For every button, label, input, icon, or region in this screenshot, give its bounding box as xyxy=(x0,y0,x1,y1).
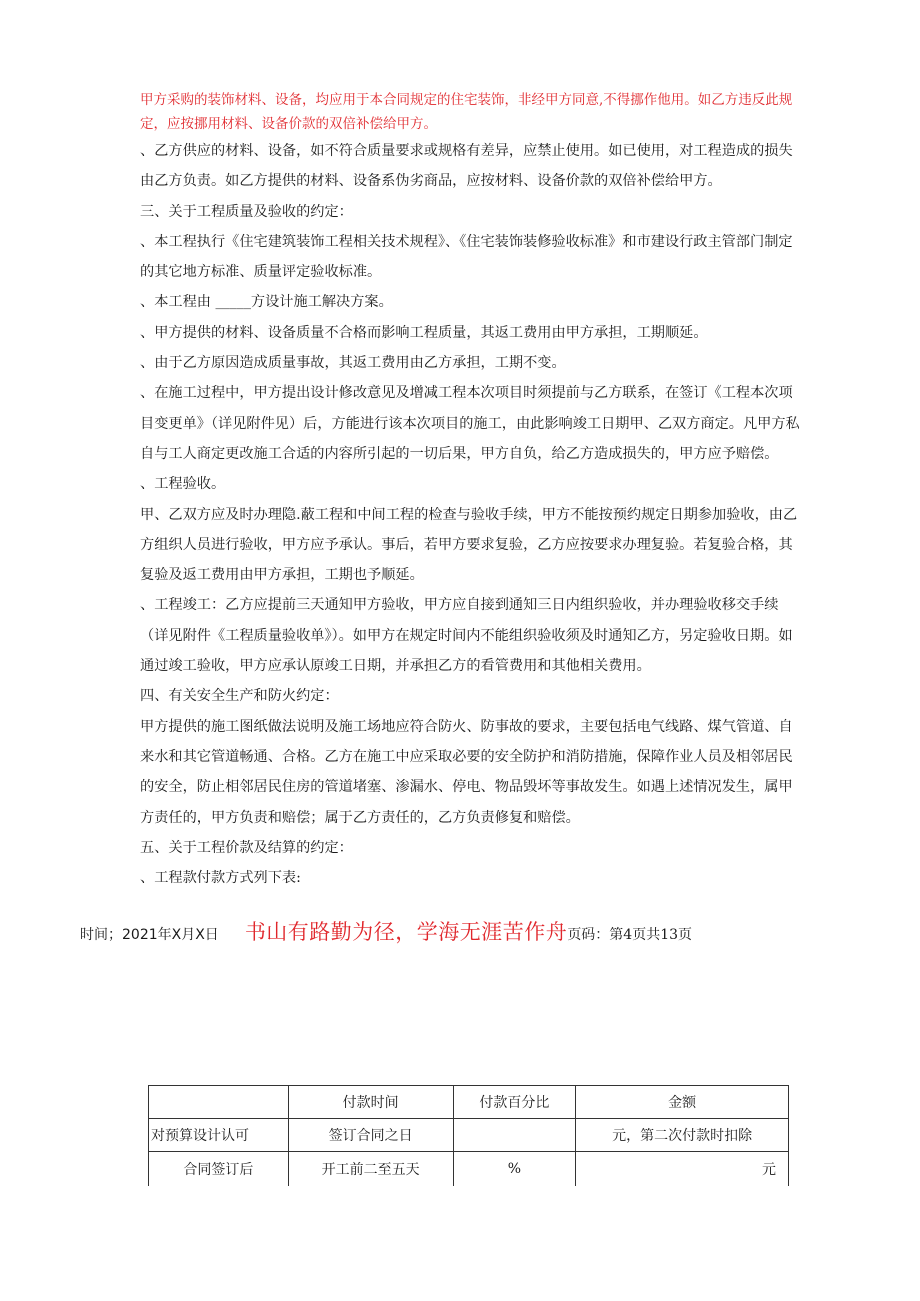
paragraph-safety: 甲方提供的施工图纸做法说明及施工场地应符合防火、防事故的要求，主要包括电气线路、煤气管道、自来水和其它管道畅通、合格。乙方在施工中应采取必要的安全防护和消防措施，保障作业人员及相邻居民的安全，防止相邻居民住房的管道堵塞、渗漏水、停电、物品毁坏等事故发生。如遇上述情况发生，属甲方责任的，甲方负责和赔偿；属于乙方责任的，乙方负责修复和赔偿。 xyxy=(140,718,793,826)
red-paragraph: 甲方采购的装饰材料、设备，均应用于本合同规定的住宅装饰，非经甲方同意,不得挪作他用。如乙方违反此规定，应按挪用材料、设备价款的双倍补偿给甲方。 xyxy=(140,92,793,132)
paragraph-party-b-fault: 、由于乙方原因造成质量事故，其返工费用由乙方承担，工期不变。 xyxy=(140,355,566,372)
paragraph-payment-intro: 、工程款付款方式列下表: xyxy=(140,870,301,887)
table-cell: 元，第二次付款时扣除 xyxy=(576,1119,789,1152)
table-header-cell: 付款百分比 xyxy=(453,1086,576,1119)
payment-table xyxy=(148,1085,789,1186)
paragraph-design-party: 、本工程由 _____方设计施工解决方案。 xyxy=(140,294,393,311)
page-footer xyxy=(80,916,780,950)
section-heading-payment: 五、关于工程价款及结算的约定： xyxy=(140,839,353,856)
table-header-row xyxy=(149,1086,789,1119)
footer-motto: 书山有路勤为径，学海无涯苦作舟 xyxy=(244,920,568,944)
table-row xyxy=(149,1152,789,1187)
table-cell: % xyxy=(453,1152,576,1187)
table-cell: 元 xyxy=(576,1152,789,1187)
table-header-cell: 金额 xyxy=(576,1086,789,1119)
table-cell: 签订合同之日 xyxy=(288,1119,453,1152)
footer-date: 时间；2021年X月X日 xyxy=(80,927,219,943)
section-heading-quality: 三、关于工程质量及验收的约定： xyxy=(140,203,353,220)
paragraph-design-changes: 、在施工过程中，甲方提出设计修改意见及增减工程本次项目时须提前与乙方联系，在签订《工程本次项目变更单》（详见附件见）后，方能进行该本次项目的施工，由此影响竣工日期甲、乙双方商定。凡甲方私自与工人商定更改施工合适的内容所引起的一切后果，甲方自负，给乙方造成损失的，甲方应予赔偿。 xyxy=(140,385,800,462)
table-row xyxy=(149,1119,789,1152)
paragraph-standards: 、本工程执行《住宅建筑装饰工程相关技术规程》、《住宅装饰装修验收标准》和市建设行政主管部门制定的其它地方标准、质量评定验收标准。 xyxy=(140,233,793,281)
contract-body xyxy=(140,88,800,893)
paragraph-completion: 、工程竣工：乙方应提前三天通知甲方验收，甲方应自接到通知三日内组织验收，并办理验收移交手续（详见附件《工程质量验收单》）。如甲方在规定时间内不能组织验收须及时通知乙方，另定验收日期。如通过竣工验收，甲方应承认原竣工日期，并承担乙方的看管费用和其他相关费用。 xyxy=(140,597,793,675)
paragraph-acceptance-heading: 、工程验收。 xyxy=(140,476,226,493)
section-heading-safety: 四、有关安全生产和防火约定： xyxy=(140,688,339,705)
footer-page-number: 页码：第4页共13页 xyxy=(567,927,693,943)
paragraph-material-supply: 、乙方供应的材料、设备，如不符合质量要求或规格有差异，应禁止使用。如已使用，对工程造成的损失由乙方负责。如乙方提供的材料、设备系伪劣商品，应按材料、设备价款的双倍补偿给甲方。 xyxy=(140,143,793,190)
paragraph-party-a-materials: 、甲方提供的材料、设备质量不合格而影响工程质量，其返工费用由甲方承担，工期顺延。 xyxy=(140,324,708,341)
table-cell: 开工前二至五天 xyxy=(288,1152,453,1187)
table-cell xyxy=(453,1119,576,1152)
table-header-cell xyxy=(149,1086,289,1119)
paragraph-hidden-works: 甲、乙双方应及时办理隐.蔽工程和中间工程的检查与验收手续，甲方不能按预约规定日期参加验收，由乙方组织人员进行验收，甲方应予承认。事后，若甲方要求复验，乙方应按要求办理复验。若复验合格，其复验及返工费用由甲方承担，工期也予顺延。 xyxy=(140,506,798,584)
table-header-cell: 付款时间 xyxy=(288,1086,453,1119)
table-cell: 合同签订后 xyxy=(149,1152,289,1187)
table-cell: 对预算设计认可 xyxy=(149,1119,289,1152)
